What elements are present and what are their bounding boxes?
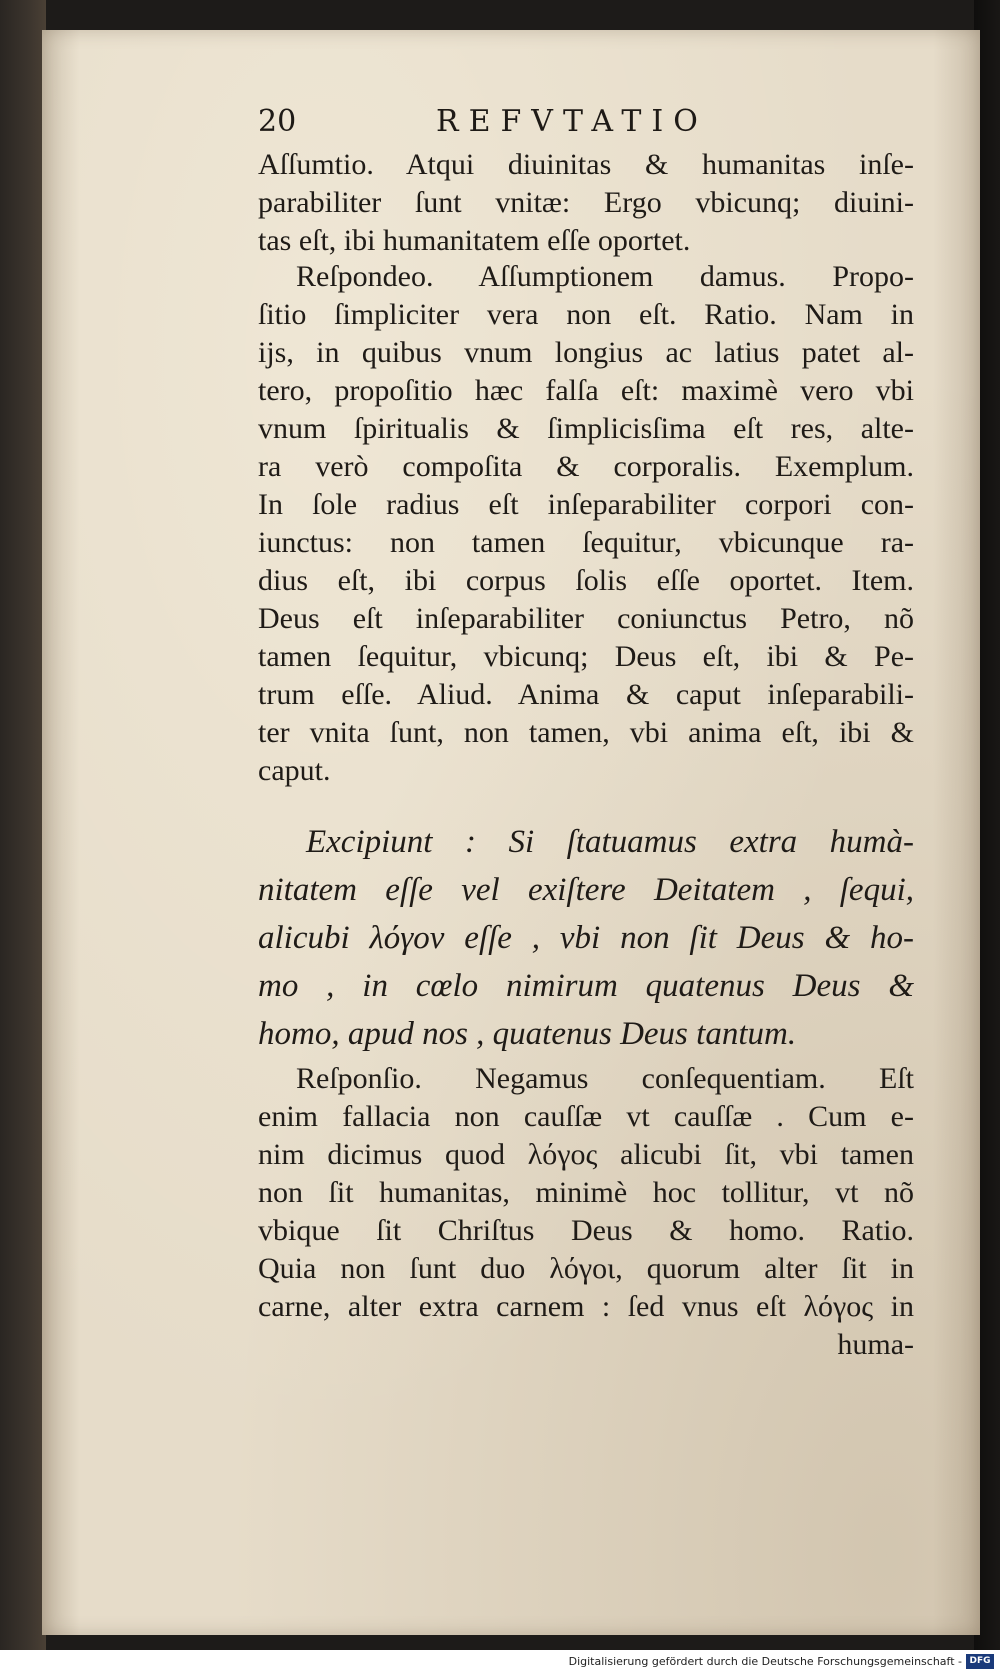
text-line: nitatem eſſe vel exiſtere Deitatem , ſequi,: [258, 872, 914, 908]
text-line: ra verò compoſita & corporalis. Exemplum.: [258, 450, 914, 483]
text-line: caput.: [258, 754, 331, 787]
text-line: Deus eſt inſeparabiliter coniunctus Petro, nõ: [258, 602, 914, 635]
running-head: [258, 104, 778, 144]
text-line: tamen ſequitur, vbicunq; Deus eſt, ibi & Pe-: [258, 640, 914, 673]
text-line: Reſpondeo. Aſſumptionem damus. Propo-: [296, 260, 914, 293]
funding-credit: Digitalisierung gefördert durch die Deutsche Forschungsgemeinschaft -: [568, 1655, 962, 1668]
text-line: Reſponſio. Negamus conſequentiam. Eſt: [296, 1062, 914, 1095]
text-line: parabiliter ſunt vnitæ: Ergo vbicunq; diuini-: [258, 186, 914, 219]
text-line: enim fallacia non cauſſæ vt cauſſæ . Cum e-: [258, 1100, 914, 1133]
paragraph-assumptio: [258, 146, 914, 260]
text-line: mo , in cœlo nimirum quatenus Deus &: [258, 968, 914, 1004]
text-line: In ſole radius eſt inſeparabiliter corpori con-: [258, 488, 914, 521]
dfg-logo-icon: DFG: [966, 1654, 994, 1669]
text-line: iunctus: non tamen ſequitur, vbicunque ra-: [258, 526, 914, 559]
paragraph-responsio: [258, 1060, 914, 1364]
text-line: Excipiunt : Si ſtatuamus extra humà-: [306, 824, 914, 860]
footer-bar: [0, 1650, 1000, 1677]
text-line: ijs, in quibus vnum longius ac latius patet al-: [258, 336, 914, 369]
catchword: huma-: [837, 1328, 914, 1361]
paragraph-excipiunt: [258, 818, 914, 1058]
paragraph-respondeo: [258, 258, 914, 790]
page-number: 20: [258, 104, 297, 139]
text-line: tero, propoſitio hæc falſa eſt: maximè vero vbi: [258, 374, 914, 407]
text-line: vnum ſpiritualis & ſimplicisſima eſt res, alte-: [258, 412, 914, 445]
text-line: Aſſumtio. Atqui diuinitas & humanitas inſe-: [258, 148, 914, 181]
text-line: trum eſſe. Aliud. Anima & caput inſeparabili-: [258, 678, 914, 711]
text-line: homo, apud nos , quatenus Deus tantum.: [258, 1016, 797, 1052]
text-line: non ſit humanitas, minimè hoc tollitur, vt nõ: [258, 1176, 914, 1209]
text-line: tas eſt, ibi humanitatem eſſe oportet.: [258, 224, 691, 257]
book-binding: [0, 0, 46, 1650]
text-line: carne, alter extra carnem : ſed vnus eſt λόγος in: [258, 1290, 914, 1323]
text-line: nim dicimus quod λόγος alicubi ſit, vbi tamen: [258, 1138, 914, 1171]
text-line: alicubi λόγον eſſe , vbi non ſit Deus & ho-: [258, 920, 914, 956]
text-line: vbique ſit Chriſtus Deus & homo. Ratio.: [258, 1214, 914, 1247]
running-title: REFVTATIO: [436, 104, 708, 139]
text-line: dius eſt, ibi corpus ſolis eſſe oportet. Item.: [258, 564, 914, 597]
text-line: Quia non ſunt duo λόγοι, quorum alter ſit in: [258, 1252, 914, 1285]
text-line: ſitio ſimpliciter vera non eſt. Ratio. Nam in: [258, 298, 914, 331]
text-line: ter vnita ſunt, non tamen, vbi anima eſt, ibi &: [258, 716, 914, 749]
